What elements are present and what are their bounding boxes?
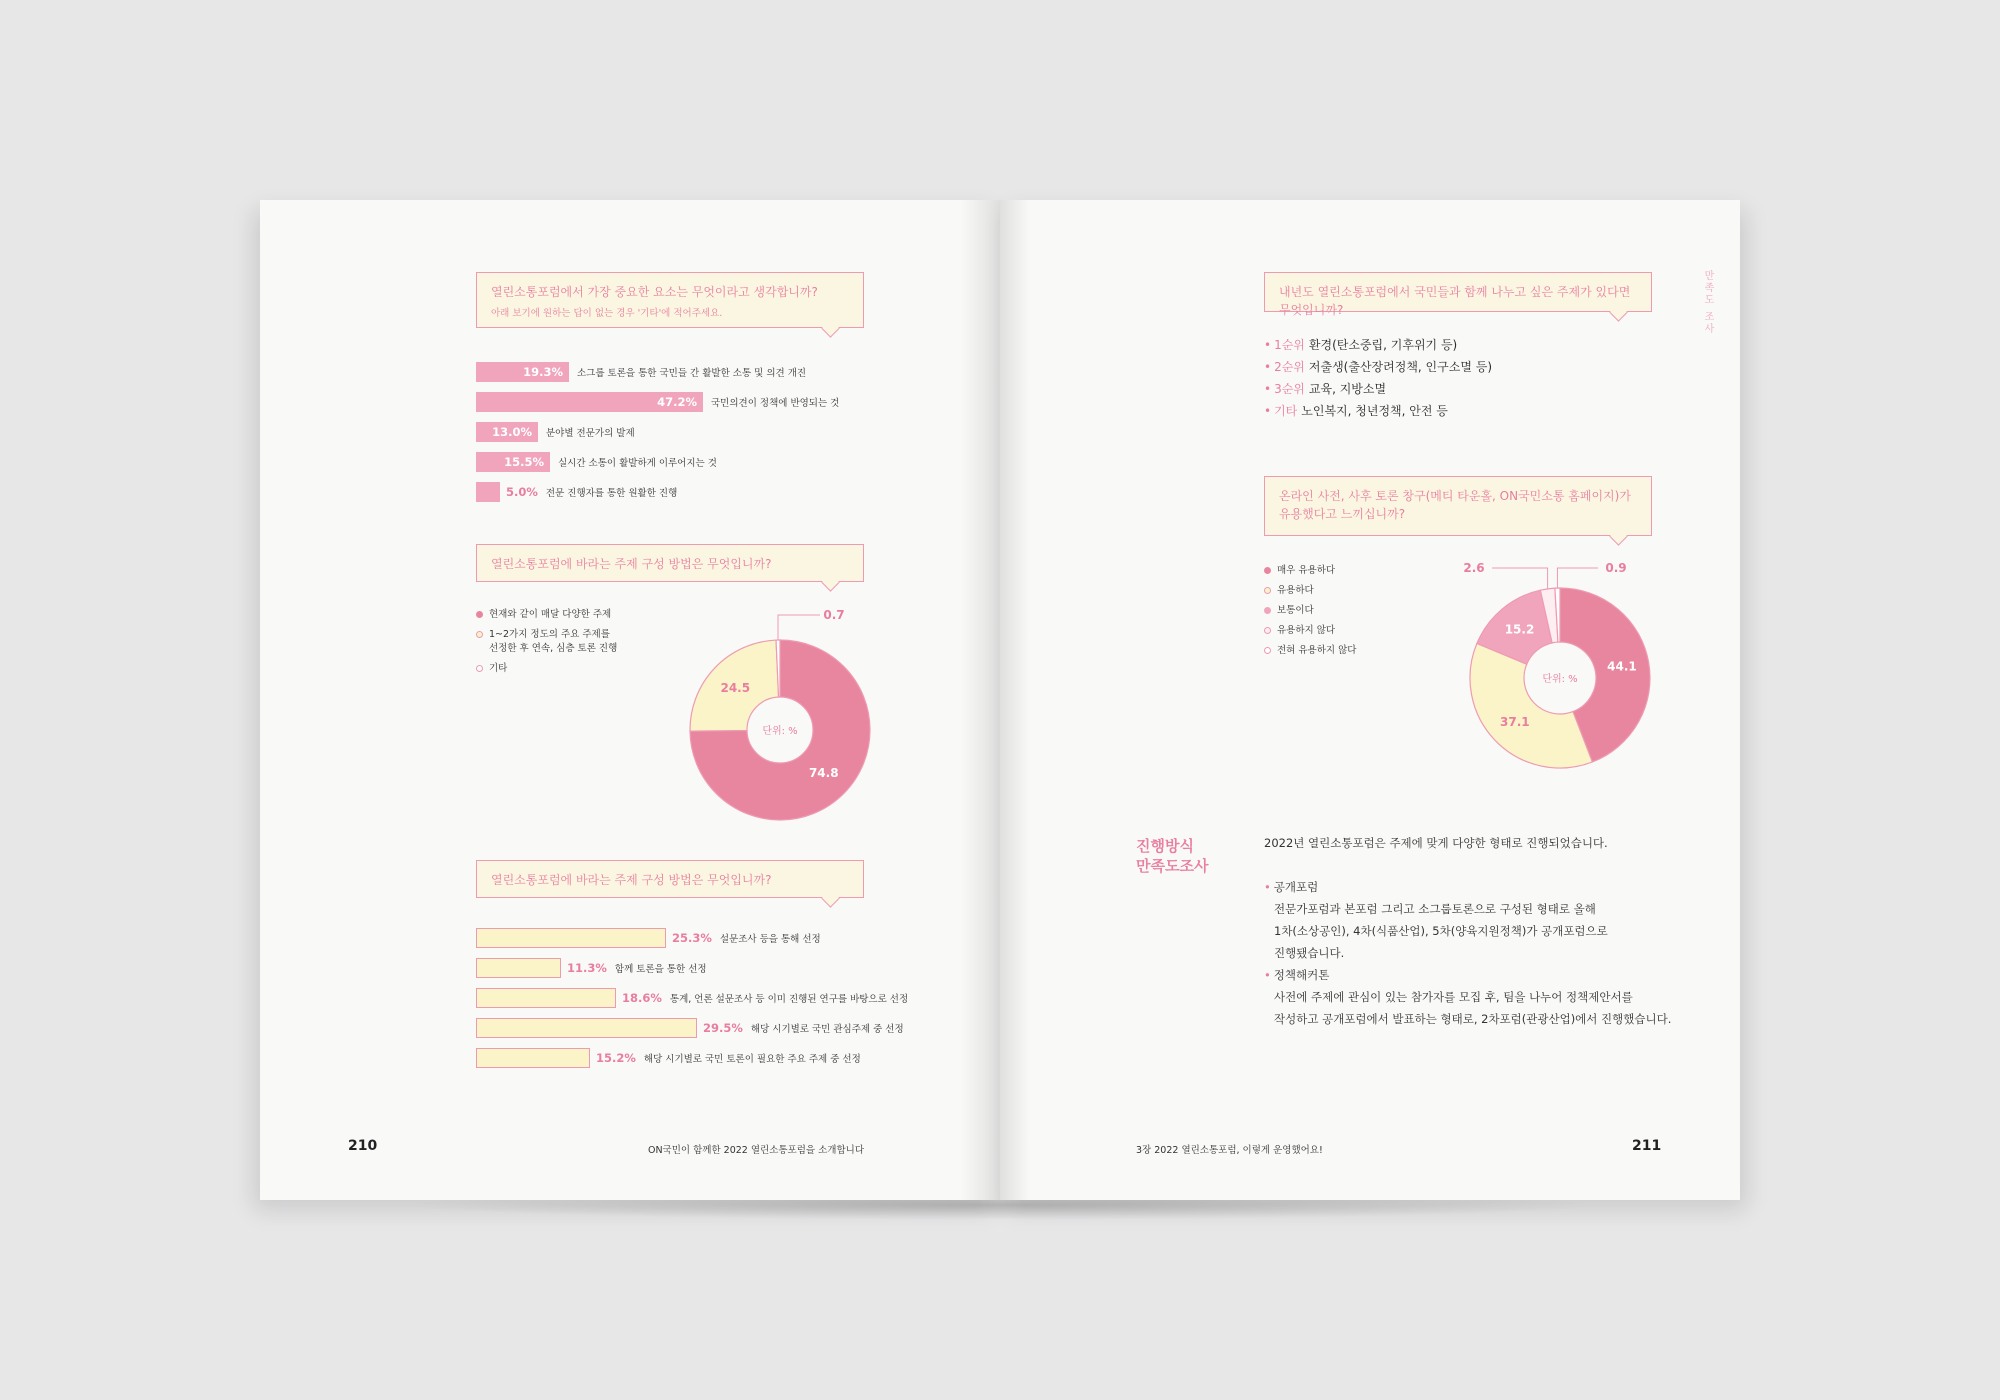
bar-row [476, 928, 821, 948]
donut-value-label: 0.9 [1605, 561, 1627, 575]
bar-row [476, 988, 908, 1008]
q5-title: 온라인 사전, 사후 토론 창구(메티 타운홀, ON국민소통 홈페이지)가 유용했다고 느끼십니까? [1279, 489, 1631, 521]
running-footer: 3장 2022 열린소통포럼, 이렇게 운영했어요! [1136, 1145, 1323, 1156]
bar-value-label: 13.0% [492, 425, 532, 439]
bar-row [476, 958, 707, 978]
legend-dot [1264, 607, 1271, 614]
bar [476, 1048, 590, 1068]
bar-category-label: 실시간 소통이 활발하게 이루어지는 것 [558, 458, 717, 469]
bar [476, 452, 550, 472]
bar-category-label: 설문조사 등을 통해 선정 [719, 934, 821, 945]
legend-label: 1~2가지 정도의 주요 주제를 선정한 후 연속, 심층 토론 진행 [489, 629, 618, 654]
page-number: 211 [1632, 1138, 1662, 1154]
bar-category-label: 해당 시기별로 국민 관심주제 중 선정 [750, 1024, 904, 1035]
legend-dot [1264, 587, 1271, 594]
bar-row [476, 482, 677, 502]
section-list [1264, 876, 1704, 1030]
legend-item [476, 608, 676, 622]
bar-row [476, 422, 635, 442]
q4-rank-list [1264, 334, 1492, 422]
bar [476, 988, 616, 1008]
rank-item: • 기타 노인복지, 청년정책, 안전 등 [1264, 400, 1492, 422]
bar-row [476, 362, 806, 382]
q4-title: 내년도 열린소통포럼에서 국민들과 함께 나누고 싶은 주제가 있다면 무엇입니까? [1279, 285, 1631, 317]
q2-donut-chart [660, 600, 880, 830]
legend-label: 전혀 유용하지 않다 [1277, 645, 1357, 656]
legend-item [1264, 604, 1424, 618]
bar [476, 482, 500, 502]
legend-item [1264, 644, 1424, 658]
bar-category-label: 통계, 언론 설문조사 등 이미 진행된 연구를 바탕으로 선정 [669, 994, 909, 1005]
spine-shadow [960, 200, 1000, 1200]
section-intro: 2022년 열린소통포럼은 주제에 맞게 다양한 형태로 진행되었습니다. [1264, 836, 1608, 850]
section-item-body: 사전에 주제에 관심이 있는 참가자를 모집 후, 팀을 나누어 정책제안서를 작성하고 공개포럼에서 발표하는 형태로, 2차포럼(관광산업)에서 진행했습니다. [1274, 990, 1672, 1026]
bar-category-label: 전문 진행자를 통한 원활한 진행 [545, 488, 678, 499]
leader-line [778, 615, 820, 640]
legend-item [476, 628, 676, 656]
bar-value-label: 29.5% [703, 1021, 743, 1035]
running-footer: ON국민이 함께한 2022 열린소통포럼을 소개합니다 [647, 1145, 864, 1156]
legend-dot [476, 631, 483, 638]
question-box-q1 [476, 272, 864, 328]
spine-shadow [1000, 200, 1030, 1200]
donut-value-label: 74.8 [808, 766, 839, 781]
rank-text: 저출생(출산장려정책, 인구소멸 등) [1308, 360, 1493, 374]
bar [476, 422, 538, 442]
bar-category-label: 국민의견이 정책에 반영되는 것 [711, 398, 840, 409]
legend-dot [476, 611, 483, 618]
legend-dot [476, 665, 483, 672]
legend-label: 매우 유용하다 [1277, 565, 1336, 576]
bar-row [476, 392, 839, 412]
bar [476, 1018, 697, 1038]
q1-subtitle: 아래 보기에 원하는 답이 없는 경우 '기타'에 적어주세요. [491, 308, 723, 319]
bar-value-label: 5.0% [506, 485, 538, 499]
section-item-body: 전문가포럼과 본포럼 그리고 소그룹토론으로 구성된 형태로 올해 1차(소상공인), 4차(식품산업), 5차(양육지원정책)가 공개포럼으로 진행됐습니다. [1274, 902, 1608, 960]
rank-item: • 3순위 교육, 지방소멸 [1264, 378, 1492, 400]
bar-value-label: 15.5% [504, 455, 544, 469]
legend-dot [1264, 647, 1271, 654]
rank-text: 노인복지, 청년정책, 안전 등 [1301, 404, 1448, 418]
rank-item: • 2순위 저출생(출산장려정책, 인구소멸 등) [1264, 356, 1492, 378]
section-item-head: • 공개포럼 [1264, 880, 1319, 894]
bar-value-label: 18.6% [622, 991, 662, 1005]
rank-item: • 1순위 환경(탄소중립, 기후위기 등) [1264, 334, 1492, 356]
bar-value-label: 15.2% [596, 1051, 636, 1065]
rank-label: 1순위 [1274, 338, 1305, 352]
rank-label: 기타 [1274, 404, 1298, 418]
question-box-q3 [476, 860, 864, 898]
question-box-q2 [476, 544, 864, 582]
donut-value-label: 2.6 [1463, 561, 1485, 575]
legend-item [1264, 624, 1424, 638]
bar-category-label: 분야별 전문가의 발제 [546, 428, 635, 439]
side-tab: 만족도 조사 [1702, 270, 1713, 336]
legend-label: 보통이다 [1277, 605, 1314, 616]
donut-value-label: 37.1 [1500, 714, 1530, 729]
left-page [260, 200, 1000, 1200]
donut-center-label: 단위: % [762, 726, 798, 737]
legend-label: 현재와 같이 매달 다양한 주제 [489, 609, 612, 620]
bar [476, 928, 666, 948]
legend-label: 기타 [489, 663, 508, 674]
bar [476, 392, 703, 412]
legend-item [1264, 564, 1424, 578]
legend-label: 유용하다 [1277, 585, 1314, 596]
bar-category-label: 해당 시기별로 국민 토론이 필요한 주요 주제 중 선정 [643, 1054, 861, 1065]
bar-row [476, 1018, 904, 1038]
page-number: 210 [348, 1138, 378, 1154]
rank-text: 환경(탄소중립, 기후위기 등) [1308, 338, 1458, 352]
q5-legend [1264, 564, 1424, 664]
q1-title: 열린소통포럼에서 가장 중요한 요소는 무엇이라고 생각합니까? [491, 285, 818, 299]
bar [476, 958, 561, 978]
donut-value-label: 44.1 [1607, 659, 1637, 674]
donut-value-label: 15.2 [1504, 622, 1535, 637]
question-box-q4 [1264, 272, 1652, 317]
question-box-q5 [1264, 476, 1652, 536]
q2-title: 열린소통포럼에 바라는 주제 구성 방법은 무엇입니까? [491, 557, 772, 571]
section-title: 진행방식 만족도조사 [1136, 837, 1209, 875]
bar-category-label: 함께 토론을 통한 선정 [614, 964, 707, 975]
bar-row [476, 1048, 861, 1068]
legend-dot [1264, 627, 1271, 634]
section-item-head: • 정책해커톤 [1264, 968, 1330, 982]
bar-value-label: 19.3% [523, 365, 563, 379]
bar [476, 362, 569, 382]
donut-value-label: 0.7 [823, 608, 845, 622]
legend-item [476, 662, 676, 676]
bar-value-label: 25.3% [672, 931, 712, 945]
donut-value-label: 24.5 [720, 680, 751, 695]
bar-category-label: 소그룹 토론을 통한 국민들 간 활발한 소통 및 의견 개진 [577, 368, 807, 379]
legend-item [1264, 584, 1424, 598]
q5-donut-chart [1450, 550, 1690, 780]
bar-row [476, 452, 717, 472]
rank-text: 교육, 지방소멸 [1308, 382, 1387, 396]
donut-slice [1470, 643, 1592, 768]
right-page [1000, 200, 1740, 1200]
leader-line [1557, 568, 1598, 588]
q3-title: 열린소통포럼에 바라는 주제 구성 방법은 무엇입니까? [491, 873, 772, 887]
rank-label: 3순위 [1274, 382, 1305, 396]
rank-label: 2순위 [1274, 360, 1305, 374]
bar-value-label: 11.3% [567, 961, 607, 975]
bar-value-label: 47.2% [657, 395, 697, 409]
q2-legend [476, 608, 676, 682]
donut-center-label: 단위: % [1542, 674, 1578, 685]
leader-line [1492, 568, 1548, 589]
legend-label: 유용하지 않다 [1277, 625, 1336, 636]
legend-dot [1264, 567, 1271, 574]
